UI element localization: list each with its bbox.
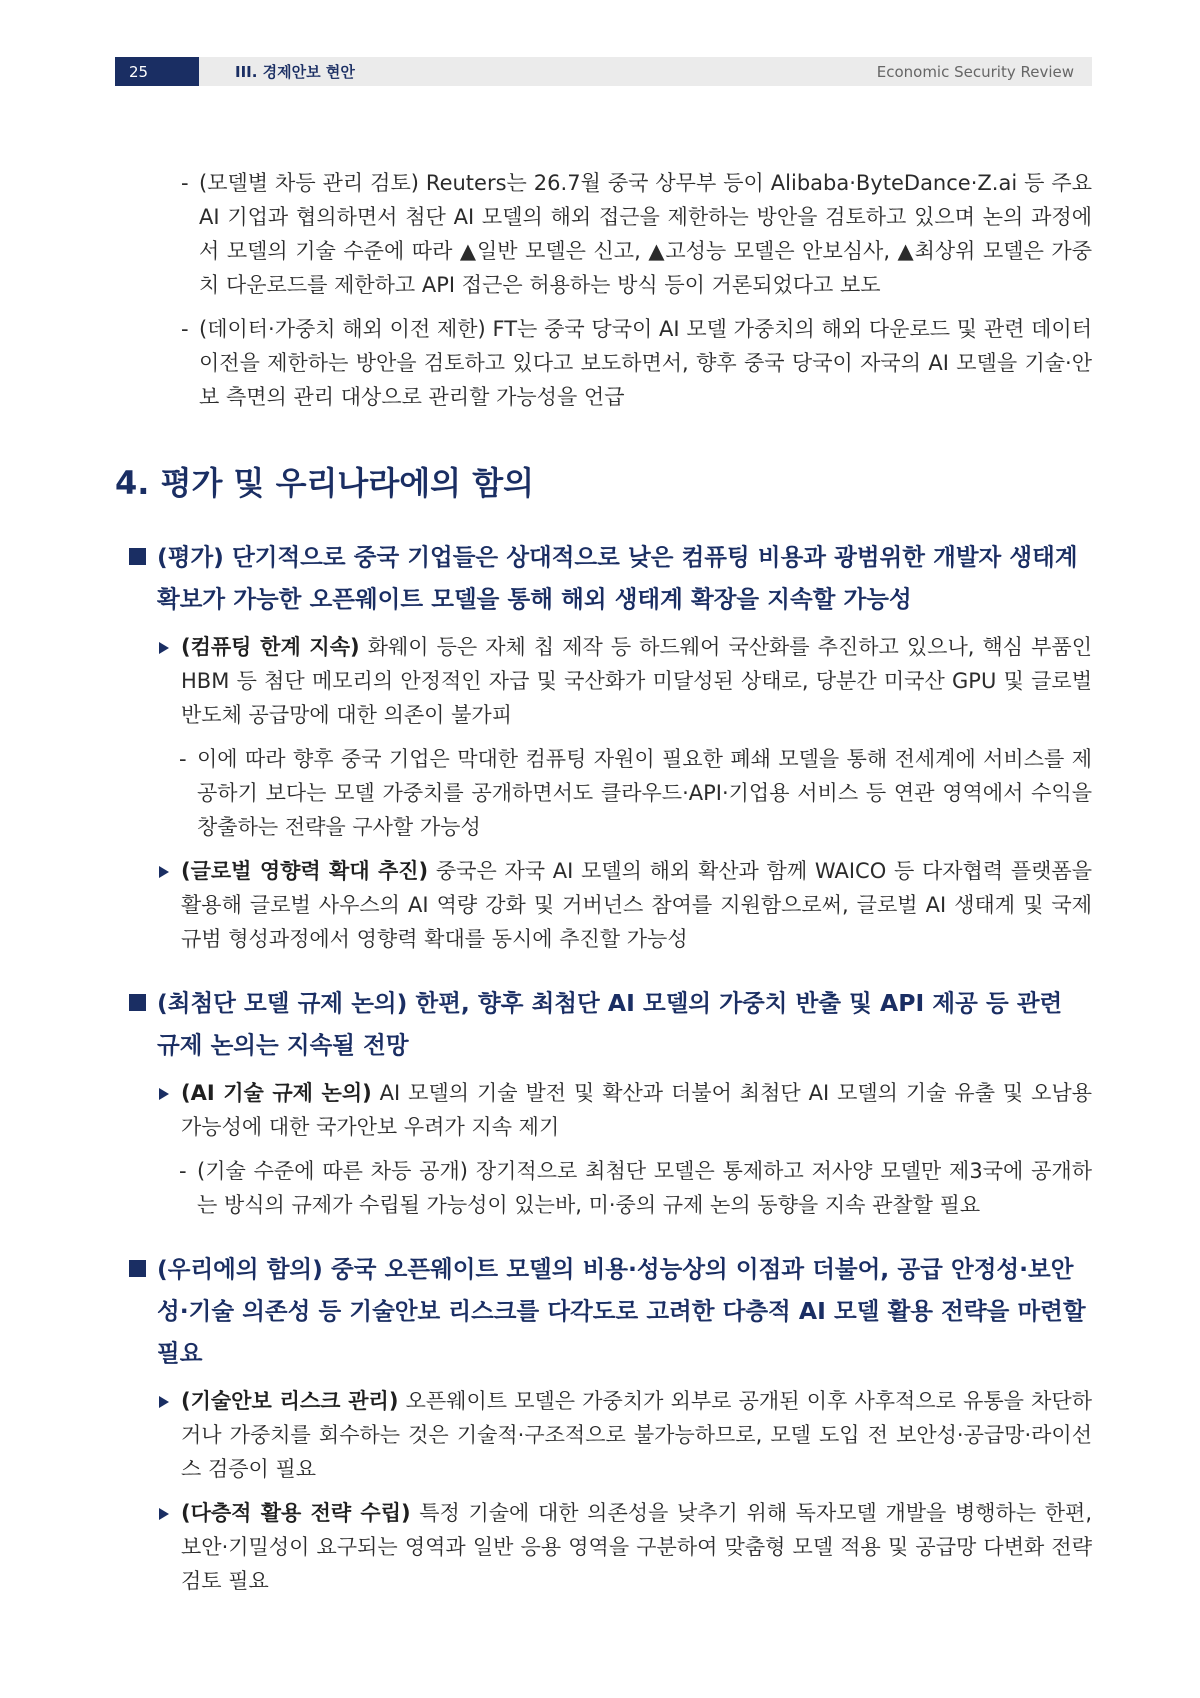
sub-point-lead: (글로벌 영향력 확대 추진) xyxy=(181,859,429,883)
page-header xyxy=(115,57,1092,86)
square-bullet-icon xyxy=(129,548,146,565)
detail-item-text: 이에 따라 향후 중국 기업은 막대한 컴퓨팅 자원이 필요한 폐쇄 모델을 통해 전세계에 서비스를 제공하기 보다는 모델 가중치를 공개하면서도 클라우드·API·기업용 서비스 등 연관 영역에서 수익을 창출하는 전략을 구사할 가능성 xyxy=(197,747,1092,839)
sub-point-text: 중국은 자국 AI 모델의 해외 확산과 함께 WAICO 등 다자협력 플랫폼을 활용해 글로벌 사우스의 AI 역량 강화 및 거버넌스 참여를 지원함으로써, 글로벌 AI 생태계 및 국제 규범 형성과정에서 영향력 확대를 동시에 추진할 가능성 xyxy=(181,859,1092,951)
sub-point-text: AI 모델의 기술 발전 및 확산과 더불어 최첨단 AI 모델의 기술 유출 및 오남용 가능성에 대한 국가안보 우려가 지속 제기 xyxy=(181,1081,1093,1139)
sub-point-lead: (컴퓨팅 한계 지속) xyxy=(181,635,360,659)
triangle-bullet-icon xyxy=(159,1508,169,1520)
sub-point-lead: (다층적 활용 전략 수립) xyxy=(181,1501,411,1525)
sub-point-text: 오픈웨이트 모델은 가중치가 외부로 공개된 이후 사후적으로 유통을 차단하거나 가중치를 회수하는 것은 기술적·구조적으로 불가능하므로, 모델 도입 전 보안성·공급망·라이선스 검증이 필요 xyxy=(181,1389,1092,1481)
dash-marker: - xyxy=(181,171,189,195)
square-bullet-icon xyxy=(129,1260,146,1277)
triangle-bullet-icon xyxy=(159,1396,169,1408)
key-point-text: (우리에의 함의) 중국 오픈웨이트 모델의 비용·성능상의 이점과 더불어, 공급 안정성·보안성·기술 의존성 등 기술안보 리스크를 다각도로 고려한 다층적 AI 모델 활용 전략을 마련할 필요 xyxy=(157,1255,1086,1367)
detail-item xyxy=(115,742,1092,844)
journal-name: Economic Security Review xyxy=(876,62,1074,81)
key-point-headline xyxy=(115,982,1092,1066)
key-point-headline xyxy=(115,1248,1092,1374)
intro-item xyxy=(115,166,1092,302)
sub-point xyxy=(115,630,1092,732)
intro-item-text: (데이터·가중치 해외 이전 제한) FT는 중국 당국이 AI 모델 가중치의 해외 다운로드 및 관련 데이터 이전을 제한하는 방안을 검토하고 있다고 보도하면서, 향후 중국 당국이 자국의 AI 모델을 기술·안보 측면의 관리 대상으로 관리할 가능성을 언급 xyxy=(199,317,1092,409)
sub-point xyxy=(115,1496,1092,1598)
triangle-bullet-icon xyxy=(159,642,169,654)
intro-item xyxy=(115,312,1092,414)
sub-point-text: 특정 기술에 대한 의존성을 낮추기 위해 독자모델 개발을 병행하는 한편, 보안·기밀성이 요구되는 영역과 일반 응용 영역을 구분하여 맞춤형 모델 적용 및 공급망 다변화 전략 검토 필요 xyxy=(181,1501,1092,1593)
dash-marker: - xyxy=(179,747,187,771)
detail-item xyxy=(115,1154,1092,1222)
key-point-text: (최첨단 모델 규제 논의) 한편, 향후 최첨단 AI 모델의 가중치 반출 및 API 제공 등 관련 규제 논의는 지속될 전망 xyxy=(157,989,1063,1059)
sub-point-lead: (기술안보 리스크 관리) xyxy=(181,1389,399,1413)
triangle-bullet-icon xyxy=(159,866,169,878)
detail-item-text: (기술 수준에 따른 차등 공개) 장기적으로 최첨단 모델은 통제하고 저사양 모델만 제3국에 공개하는 방식의 규제가 수립될 가능성이 있는바, 미·중의 규제 논의 동향을 지속 관찰할 필요 xyxy=(197,1159,1092,1217)
section-title: 4. 평가 및 우리나라에의 함의 xyxy=(115,464,535,502)
dash-marker: - xyxy=(179,1159,187,1183)
sub-point xyxy=(115,1076,1092,1144)
dash-marker: - xyxy=(181,317,189,341)
sub-point-text: 화웨이 등은 자체 칩 제작 등 하드웨어 국산화를 추진하고 있으나, 핵심 부품인 HBM 등 첨단 메모리의 안정적인 자급 및 국산화가 미달성된 상태로, 당분간 미국산 GPU 및 글로벌 반도체 공급망에 대한 의존이 불가피 xyxy=(181,635,1092,727)
page-number: 25 xyxy=(115,57,199,86)
sub-point xyxy=(115,854,1092,956)
triangle-bullet-icon xyxy=(159,1088,169,1100)
key-point-headline xyxy=(115,536,1092,620)
key-point-text: (평가) 단기적으로 중국 기업들은 상대적으로 낮은 컴퓨팅 비용과 광범위한 개발자 생태계 확보가 가능한 오픈웨이트 모델을 통해 해외 생태계 확장을 지속할 가능성 xyxy=(157,543,1078,613)
sub-point-lead: (AI 기술 규제 논의) xyxy=(181,1081,372,1105)
chapter-label: III. 경제안보 현안 xyxy=(235,63,355,81)
sub-point xyxy=(115,1384,1092,1486)
intro-item-text: (모델별 차등 관리 검토) Reuters는 26.7월 중국 상무부 등이 Alibaba·ByteDance·Z.ai 등 주요 AI 기업과 협의하면서 첨단 AI 모델의 해외 접근을 제한하는 방안을 검토하고 있으며 논의 과정에서 모델의 기술 수준에 따라 ▲일반 모델은 신고, ▲고성능 모델은 안보심사, ▲최상위 모델은 가중치 다운로드를 제한하고 API 접근은 허용하는 방식 등이 거론되었다고 보도 xyxy=(199,171,1092,297)
document-body xyxy=(115,166,1092,1608)
square-bullet-icon xyxy=(129,994,146,1011)
